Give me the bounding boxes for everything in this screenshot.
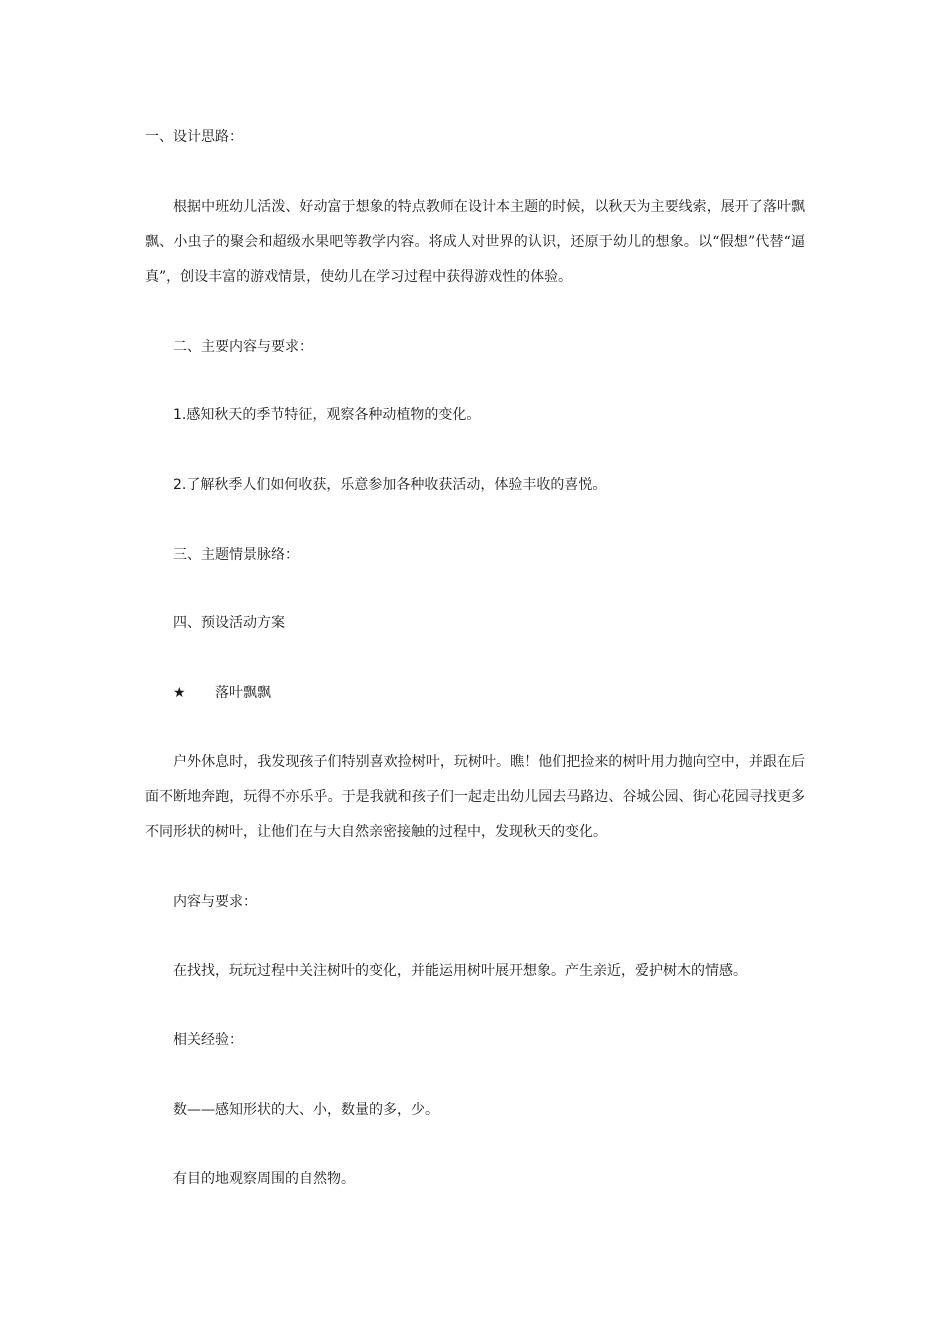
requirement-item-1-number: 1: [173, 407, 182, 423]
related-experience-item-1: 数——感知形状的大、小，数量的多，少。: [173, 1102, 439, 1118]
activity-paragraph: 户外休息时，我发现孩子们特别喜欢捡树叶，玩树叶。瞧！他们把捡来的树叶用力抛向空中，并跟在后面不断地奔跑，玩得不亦乐乎。于是我就和孩子们一起走出幼儿园去马路边、谷城公园、街心花园寻找更多不同形状的树叶，让他们在与大自然亲密接触的过程中，发现秋天的变化。: [145, 754, 805, 840]
related-experience-heading: 相关经验：: [173, 1032, 243, 1048]
content-requirements-text: 在找找，玩玩过程中关注树叶的变化，并能运用树叶展开想象。产生亲近，爱护树木的情感。: [173, 963, 747, 979]
section-heading-context: 三、主题情景脉络：: [173, 547, 299, 563]
requirement-item-2-number: 2: [173, 477, 182, 493]
star-icon: ★: [173, 685, 186, 701]
requirement-item-2: [173, 468, 810, 503]
activity-title-row: [173, 676, 271, 711]
section-heading-activity-plan: 四、预设活动方案: [173, 615, 285, 631]
design-idea-paragraph: 根据中班幼儿活泼、好动富于想象的特点教师在设计本主题的时候，以秋天为主要线索，展开了落叶飘飘、小虫子的聚会和超级水果吧等教学内容。将成人对世界的认识，还原于幼儿的想象。以“假想”代替“逼真”，创设丰富的游戏情景，使幼儿在学习过程中获得游戏性的体验。: [145, 199, 805, 285]
requirement-item-2-text: .了解秋季人们如何收获，乐意参加各种收获活动，体验丰收的喜悦。: [181, 477, 607, 493]
activity-title: 落叶飘飘: [215, 685, 271, 701]
requirement-item-1: [173, 398, 810, 433]
section-heading-main-content: 二、主要内容与要求：: [173, 339, 313, 355]
related-experience-item-2: 有目的地观察周围的自然物。: [173, 1171, 355, 1187]
requirement-item-1-text: .感知秋天的季节特征，观察各种动植物的变化。: [181, 407, 481, 423]
section-heading-design-idea: 一、设计思路：: [145, 129, 243, 145]
content-requirements-heading: 内容与要求：: [173, 894, 257, 910]
